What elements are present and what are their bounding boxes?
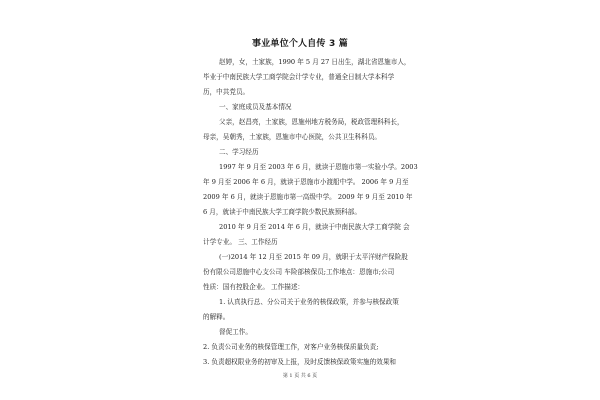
paragraph-line: 份有限公司恩施中心支公司 车险部核保员;工作地点：恩施市;公司 [203, 268, 395, 276]
paragraph-line: 2009 年 6 月，就读于恩施市第一高级中学。 2009 年 9 月至 2010 年 [203, 193, 413, 201]
paragraph-line: 计学专业。 三、工作经历 [203, 238, 278, 246]
page-number-footer: 第 1 页 共 6 页 [282, 373, 318, 379]
paragraph-line: 性质：国有控股企业。 工作描述： [203, 283, 305, 291]
paragraph-line: 历，中共党员。 [203, 88, 250, 96]
paragraph-line: 赵婷，女，土家族，1990 年 5 月 27 日出生，湖北省恩施市人， [219, 58, 411, 66]
list-item-line: 1. 认真执行总、分公司关于业务的核保政策，并参与核保政策 [219, 298, 399, 306]
paragraph-line: 毕业于中南民族大学工商学院会计学专业，普通全日制大学本科学 [203, 73, 395, 81]
paragraph-line: 2010 年 9 月至 2014 年 6 月，就读于中南民族大学工商学院 会 [219, 223, 410, 231]
list-item-line: 的解释。 [203, 313, 230, 321]
paragraph-line: 6 月，就读于中南民族大学工商学院少数民族预科部。 [203, 208, 361, 216]
paragraph-line: (一)2014 年 12 月至 2015 年 09 月，就职于太平洋财产保险股 [219, 253, 408, 261]
list-item-line: 3. 负责超权限业务的初审及上报，及时反馈核保政策实施的效果和 [203, 358, 397, 366]
paragraph-line: 年 9 月至 2006 年 6 月，就读于恩施市小渡船中学。 2006 年 9 月至 [203, 178, 409, 186]
list-item-line: 督促工作。 [219, 328, 252, 336]
paragraph-line: 父亲，赵昌亮，土家族，恩施州地方税务局，税政管理科科长， [219, 118, 404, 126]
paragraph-line: 1997 年 9 月至 2003 年 6 月，就读于恩施市第一实验小学。2003 [219, 163, 418, 171]
paragraph-line: 母亲，吴朝秀，土家族，恩施市中心医院，公共卫生科科员。 [203, 133, 382, 141]
document-title: 事业单位个人自传 3 篇 [252, 39, 348, 49]
list-item-line: 2. 负责公司业务的核保管理工作，对客户业务核保质量负责; [203, 343, 379, 351]
section-heading-family: 一、家庭成员及基本情况 [219, 103, 292, 111]
section-heading-study: 二、学习经历 [219, 148, 259, 156]
